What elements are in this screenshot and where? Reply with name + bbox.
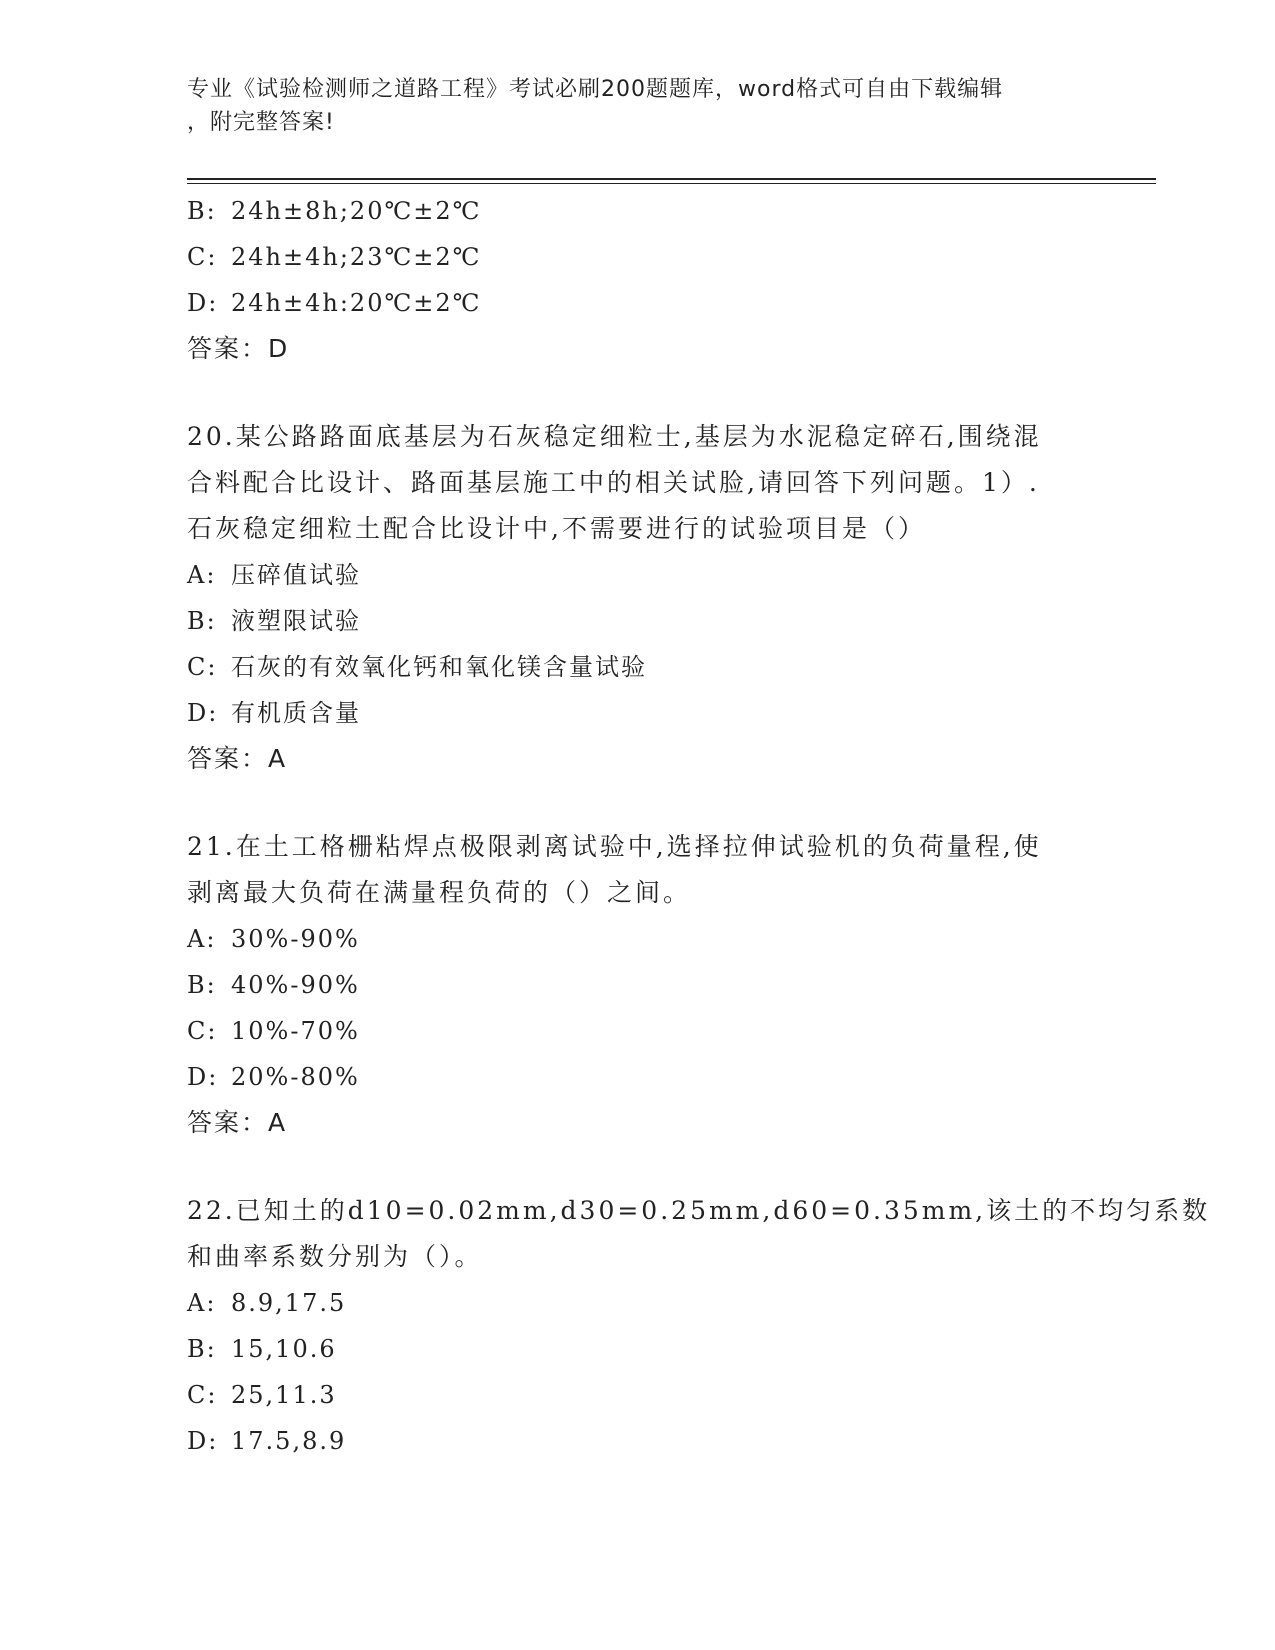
option-text: 24h±4h;23℃±2℃: [231, 243, 482, 271]
question-stem-line: 合料配合比设计、路面基层施工中的相关试脸,请回答下列问题。1）.: [187, 468, 1040, 497]
option-a: [187, 1280, 1087, 1326]
document-header: [187, 73, 1087, 139]
option-label: C:: [187, 243, 218, 271]
option-label: A:: [187, 561, 217, 589]
question-stem-line: 和曲率系数分别为（）。: [187, 1242, 483, 1271]
option-c: [187, 234, 1087, 280]
option-label: B:: [187, 971, 217, 999]
option-label: A:: [187, 925, 217, 953]
option-text: 液塑限试验: [231, 607, 361, 635]
option-b: [187, 1326, 1087, 1372]
answer: 答案：A: [187, 1108, 288, 1137]
option-c: [187, 1008, 1087, 1054]
option-label: D:: [187, 1063, 219, 1091]
question-20: [187, 414, 1087, 782]
option-label: C:: [187, 1381, 218, 1409]
option-label: C:: [187, 653, 218, 681]
option-text: 20%-80%: [231, 1063, 360, 1091]
option-d: [187, 280, 1087, 326]
option-text: 24h±8h;20℃±2℃: [231, 197, 482, 225]
question-19: [187, 188, 1087, 372]
option-label: D:: [187, 699, 219, 727]
header-rule-thin: [187, 183, 1156, 184]
option-text: 8.9,17.5: [231, 1289, 347, 1317]
option-c: [187, 644, 1087, 690]
option-label: B:: [187, 1335, 217, 1363]
question-stem-line: 20.某公路路面底基层为石灰稳定细粒士,基层为水泥稳定碎石,围绕混: [187, 422, 1042, 451]
option-c: [187, 1372, 1087, 1418]
header-line-2: ，附完整答案!: [187, 110, 335, 135]
option-text: 10%-70%: [231, 1017, 360, 1045]
header-line-1: 专业《试验检测师之道路工程》考试必刷200题题库，word格式可自由下载编辑: [187, 77, 1004, 102]
option-d: [187, 1418, 1087, 1464]
option-text: 17.5,8.9: [231, 1427, 347, 1455]
question-stem-line: 石灰稳定细粒土配合比设计中,不需要进行的试验项目是（）: [187, 514, 926, 543]
question-stem-line: 剥离最大负荷在满量程负荷的（）之间。: [187, 878, 692, 907]
option-b: [187, 962, 1087, 1008]
option-text: 24h±4h:20℃±2℃: [231, 289, 482, 317]
option-text: 压碎值试验: [231, 561, 361, 589]
question-stem-line: 22.已知土的d10=0.02mm,d30=0.25mm,d60=0.35mm,该土的不均匀系数: [187, 1196, 1211, 1225]
option-label: B:: [187, 607, 217, 635]
option-text: 石灰的有效氧化钙和氧化镁含量试验: [231, 653, 647, 681]
option-b: [187, 598, 1087, 644]
option-a: [187, 552, 1087, 598]
option-text: 30%-90%: [231, 925, 360, 953]
question-22: [187, 1188, 1211, 1464]
option-text: 有机质含量: [231, 699, 361, 727]
question-21: [187, 824, 1087, 1146]
option-text: 25,11.3: [231, 1381, 337, 1409]
answer: 答案：A: [187, 744, 288, 773]
option-label: D:: [187, 1427, 219, 1455]
option-label: B:: [187, 197, 217, 225]
option-d: [187, 690, 1087, 736]
option-d: [187, 1054, 1087, 1100]
option-b: [187, 188, 1087, 234]
option-text: 40%-90%: [231, 971, 360, 999]
header-rule-thick: [187, 178, 1156, 180]
question-stem-line: 21.在土工格栅粘焊点极限剥离试验中,选择拉伸试验机的负荷量程,使: [187, 832, 1042, 861]
answer: 答案：D: [187, 334, 290, 363]
option-a: [187, 916, 1087, 962]
option-label: A:: [187, 1289, 217, 1317]
option-label: D:: [187, 289, 219, 317]
option-text: 15,10.6: [231, 1335, 337, 1363]
option-label: C:: [187, 1017, 218, 1045]
question-content: [187, 188, 1211, 1464]
